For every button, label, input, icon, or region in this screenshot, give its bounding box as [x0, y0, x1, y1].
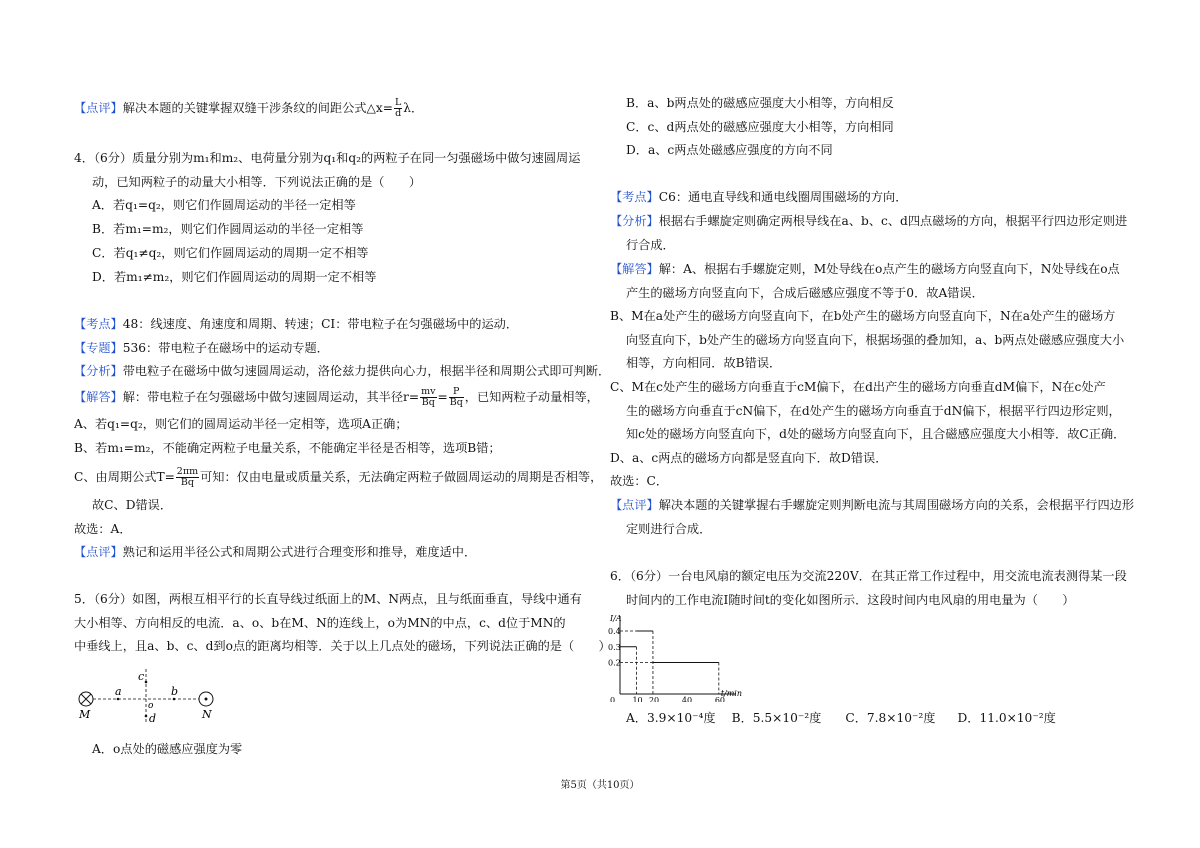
answer-line-a: A、若q₁=q₂，则它们的圆周运动半径一定相等，选项A正确；: [74, 417, 408, 431]
kaodian-line: 【考点】48：线速度、角速度和周期、转速；CI：带电粒子在匀强磁场中的运动．: [74, 317, 519, 331]
q4-stem: 4．（6分）质量分别为m₁和m₂、电荷量分别为q₁和q₂的两粒子在同一匀强磁场中做匀速圆周运: [74, 151, 581, 165]
kaodian-line: 【考点】C6：通电直导线和通电线圈周围磁场的方向．: [610, 190, 908, 204]
x-tick-label: 60: [714, 696, 726, 702]
page-footer: 第5页（共10页）: [560, 780, 640, 791]
q6-option-b: B．5.5×10⁻²度: [731, 711, 822, 725]
x-tick-label: 0: [610, 696, 616, 702]
fraction-mv-bq: $\frac{mv}{Bq}$: [421, 386, 436, 408]
q5-option-d: D．a、c两点处磁感应强度的方向不同: [626, 143, 833, 157]
answer-b-1: B、M在a处产生的磁场方向竖直向下，在b处产生的磁场方向竖直向下，N在a处产生的磁场方: [610, 309, 1116, 323]
answer-choice: 故选：A．: [74, 522, 132, 536]
x-tick-label: 20: [648, 696, 660, 702]
q6-option-c: C．7.8×10⁻²度: [845, 711, 936, 725]
zhuanti-line: 【专题】536：带电粒子在磁场中的运动专题．: [74, 341, 329, 355]
fraction-p-bq: $\frac{P}{Bq}$: [449, 386, 463, 408]
wire-N-symbol: [199, 692, 213, 706]
fenxi-line: 【分析】带电粒子在磁场中做匀速圆周运动，洛伦兹力提供向心力，根据半径和周期公式即可判断．: [74, 364, 611, 378]
fenxi-line-2: 行合成．: [626, 238, 675, 252]
y-tick-label: 0.3: [608, 642, 621, 652]
y-axis-label: I/A: [610, 614, 622, 623]
answer-line-c2: 故C、D错误．: [92, 498, 173, 512]
label-N: N: [202, 708, 212, 721]
x-tick-label: 10: [632, 696, 643, 702]
label-o: o: [148, 701, 154, 711]
review-line: 【点评】解决本题的关键掌握右手螺旋定则判断电流与其周围磁场方向的关系，会根据平行四边形: [610, 498, 1135, 512]
chart-marks: [620, 631, 719, 694]
current-time-chart: [608, 614, 748, 702]
answer-line-c: C、由周期公式T= $\frac{2\pi m}{Bq}$ 可知：仅由电量或质量关系，无法确定两粒子做圆周运动的周期是否相等，: [74, 466, 603, 488]
q6-options: [626, 710, 1056, 726]
q6-option-a: A．3.9×10⁻⁴度: [626, 711, 716, 725]
jieda-line: 【解答】解：A、根据右手螺旋定则，M处导线在o点产生的磁场方向竖直向下，N处导线在o点: [610, 262, 1120, 276]
q5-option-a: A．o点处的磁感应强度为零: [92, 742, 243, 756]
answer-c-3: 知c处的磁场方向竖直向下，d处的磁场方向竖直向下，且合磁感应强度大小相等．故C正确．: [626, 427, 1126, 441]
review-line: 【点评】解决本题的关键掌握双缝干涉条纹的间距公式△x= $\frac{L}{d}$ λ．: [74, 97, 424, 119]
answer-d-1: D、a、c两点的磁场方向都是竖直向下．故D错误．: [610, 451, 888, 465]
q4-option-d: D．若m₁≠m₂，则它们作圆周运动的周期一定不相等: [92, 270, 377, 284]
y-tick-label: 0.4: [608, 627, 621, 637]
x-axis-label: t/min: [720, 689, 743, 698]
review-line: 【点评】熟记和运用半径公式和周期公式进行合理变形和推导，难度适中．: [74, 545, 477, 559]
label-c: c: [138, 670, 145, 683]
fraction-L-d: $\frac{L}{d}$: [394, 97, 402, 119]
delta-x: △x=: [366, 101, 393, 115]
review-tag: 【点评】: [74, 101, 123, 115]
wire-diagram: [72, 664, 232, 724]
point-b: [173, 698, 176, 701]
answer-line-b: B、若m₁=m₂，不能确定两粒子电量关系，不能确定半径是否相等，选项B错；: [74, 441, 501, 455]
q6-stem: 6．（6分）一台电风扇的额定电压为交流220V．在其正常工作过程中，用交流电流表测得某一段: [610, 569, 1127, 583]
point-c: [145, 681, 148, 684]
point-a: [117, 698, 120, 701]
answer-b-3: 相等，方向相同．故B错误．: [626, 356, 782, 370]
label-M: M: [79, 708, 91, 721]
label-a: a: [115, 685, 122, 698]
q5-stem: 5．（6分）如图，两根互相平行的长直导线过纸面上的M、N两点，且与纸面垂直，导线中通有: [74, 592, 582, 606]
answer-c-2: 生的磁场方向垂直于cN偏下，在d处产生的磁场方向垂直于dN偏下，根据平行四边形定则，: [626, 404, 1121, 418]
x-tick-label: 40: [681, 696, 693, 702]
label-b: b: [171, 685, 179, 698]
q5-stem: 大小相等、方向相反的电流．a、o、b在M、N的连线上，o为MN的中点，c、d位于MN的: [74, 616, 566, 630]
fenxi-line: 【分析】根据右手螺旋定则确定两根导线在a、b、c、d四点磁场的方向，根据平行四边形定则进: [610, 214, 1128, 228]
wire-M-symbol: [79, 692, 93, 706]
review-line-2: 定则进行合成．: [626, 522, 712, 536]
jieda-line: 【解答】解：带电粒子在匀强磁场中做匀速圆周运动，其半径r= $\frac{mv}{Bq}$ = $\frac{P}{Bq}$ ，已知两粒子动量相等，: [74, 386, 599, 408]
review-text: 解决本题的关键掌握双缝干涉条纹的间距公式: [122, 101, 367, 115]
answer-choice: 故选：C．: [610, 474, 669, 488]
q5-stem: 中垂线上，且a、b、c、d到o点的距离均相等．关于以上几点处的磁场，下列说法正确的是（ ）: [74, 639, 611, 653]
label-d: d: [149, 712, 157, 724]
q4-stem: 动，已知两粒子的动量大小相等．下列说法正确的是（ ）: [92, 175, 422, 189]
q5-option-c: C．c、d两点处的磁感应强度大小相等，方向相同: [626, 120, 894, 134]
q6-stem: 时间内的工作电流I随时间t的变化如图所示．这段时间内电风扇的用电量为（ ）: [626, 593, 1075, 607]
q6-option-d: D．11.0×10⁻²度: [957, 711, 1056, 725]
jieda-line-2: 产生的磁场方向竖直向下，合成后磁感应强度不等于0．故A错误．: [626, 286, 984, 300]
answer-b-2: 向竖直向下，b处产生的磁场方向竖直向下，根据场强的叠加知，a、b两点处磁感应强度大小: [626, 333, 1125, 347]
q4-option-a: A．若q₁=q₂，则它们作圆周运动的半径一定相等: [92, 198, 356, 212]
fraction-2pim-bq: $\frac{2\pi m}{Bq}$: [176, 466, 199, 488]
answer-c-1: C、M在c处产生的磁场方向垂直于cM偏下，在d出产生的磁场方向垂直dM偏下，N在c处产: [610, 380, 1106, 394]
q4-option-c: C．若q₁≠q₂，则它们作圆周运动的周期一定不相等: [92, 246, 369, 260]
y-tick-label: 0.2: [608, 658, 621, 668]
q5-option-b: B．a、b两点处的磁感应强度大小相等，方向相反: [626, 96, 894, 110]
point-d: [145, 715, 148, 718]
q4-option-b: B．若m₁=m₂，则它们作圆周运动的半径一定相等: [92, 222, 364, 236]
